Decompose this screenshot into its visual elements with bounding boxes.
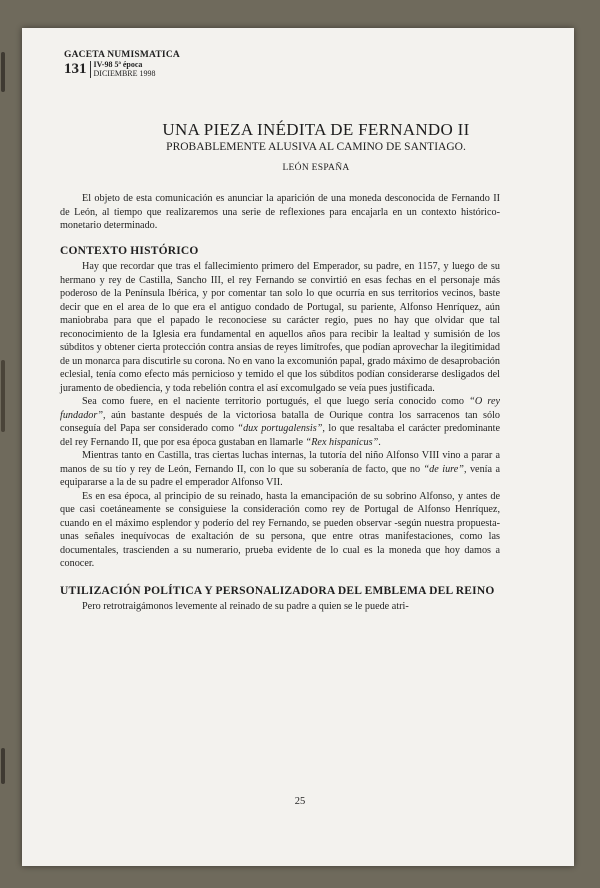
section-heading-utilizacion: UTILIZACIÓN POLÍTICA Y PERSONALIZADORA DEL EMBLEMA DEL REINO: [60, 584, 495, 597]
article-title: UNA PIEZA INÉDITA DE FERNANDO II: [162, 120, 470, 139]
paragraph: Mientras tanto en Castilla, tras ciertas luchas internas, la tutoría del niño Alfonso VIII vino a parar a manos de su tío y rey de León, Fernando II, con lo que su soberanía de facto, que no “de iure”, venía a equipararse a la de su padre el emperador Alfonso VII.: [60, 450, 500, 488]
section-heading-contexto: CONTEXTO HISTÓRICO: [60, 244, 199, 257]
staple-middle: [1, 360, 5, 432]
journal-masthead: [64, 50, 180, 78]
issue-block: [64, 61, 180, 78]
paragraph: Pero retrotraigámonos levemente al reinado de su padre a quien se le puede atri-: [82, 601, 409, 612]
article-subtitle: PROBABLEMENTE ALUSIVA AL CAMINO DE SANTIAGO.: [166, 141, 466, 153]
paragraph: Hay que recordar que tras el fallecimiento primero del Emperador, su padre, en 1157, y luego de su hermano y rey de Castilla, Sancho III, el rey Fernando se convirtió en esas fechas en el personaje más poderoso de la Península Ibérica, y por comentar tan solo lo que ocurría en sus territorios vecinos, baste decir que en el area de lo que era el antiguo condado de Portugal, su pariente, Alfonso Henríquez, aún maniobraba para que el papado le reconociese su carácter regio, pues no hay que olvidar que tal reconocimiento de la Iglesia era fundamental en aquellos años para recibir la lealtad y sumisión de los súbditos y obtener cierta protección contra ansias de reyes limítrofes, que podían aprovechar la ilegitimidad de un monarca para discutirle su corona. No en vano la excomunión papal, grado máximo de desaprobación eclesial, tenía como efecto más pernicioso y temido el que los súbditos podían considerarse desligados del juramento de obediencia, y toda rebelión contra el así excomulgado se veía pues justificada.: [60, 261, 500, 394]
journal-title: GACETA NUMISMATICA: [64, 50, 180, 60]
staple-bottom: [1, 748, 5, 784]
article-author: LEÓN ESPAÑA: [282, 163, 350, 173]
page-number: 25: [294, 796, 306, 807]
staple-top: [1, 52, 5, 92]
issue-date: DICIEMBRE 1998: [93, 68, 156, 78]
paragraph: Es en esa época, al principio de su reinado, hasta la emancipación de su sobrino Alfonso, y antes de que casi coetáneamente se consiguiese la consideración como rey de Portugal de Alfonso Henríquez, cuando en el máximo esplendor y poderío del rey Fernando, se pueden observar -según nuestra propuesta- unas señales inequívocas de exaltación de su persona, que entre otras manifestaciones, como las documentales, trascienden a su numerario, prueba evidente de lo cual es la moneda que hoy damos a conocer.: [60, 490, 500, 569]
paragraph: Sea como fuere, en el naciente territorio portugués, el que luego sería conocido como “O rey fundador”, aún bastante después de la victoriosa batalla de Ourique contra los sarracenos tan sólo conseguía del Papa ser considerado como “dux portugalensis”, lo que resaltaba el carácter predominante del rey Fernando II, que por esa época gustaban en llamarle “Rex hispanicus”.: [60, 396, 501, 448]
article-body: [60, 192, 500, 614]
intro-paragraph: El objeto de esta comunicación es anunciar la aparición de una moneda desconocida de Fernando II de León, al tiempo que realizaremos una serie de reflexiones para encajarla en un contexto histórico-monetario determinado.: [60, 193, 500, 231]
issue-line: IV-98 5ª época: [93, 60, 143, 69]
issue-meta: [91, 61, 156, 78]
issue-number: 131: [64, 61, 91, 78]
article-header: [56, 120, 576, 173]
